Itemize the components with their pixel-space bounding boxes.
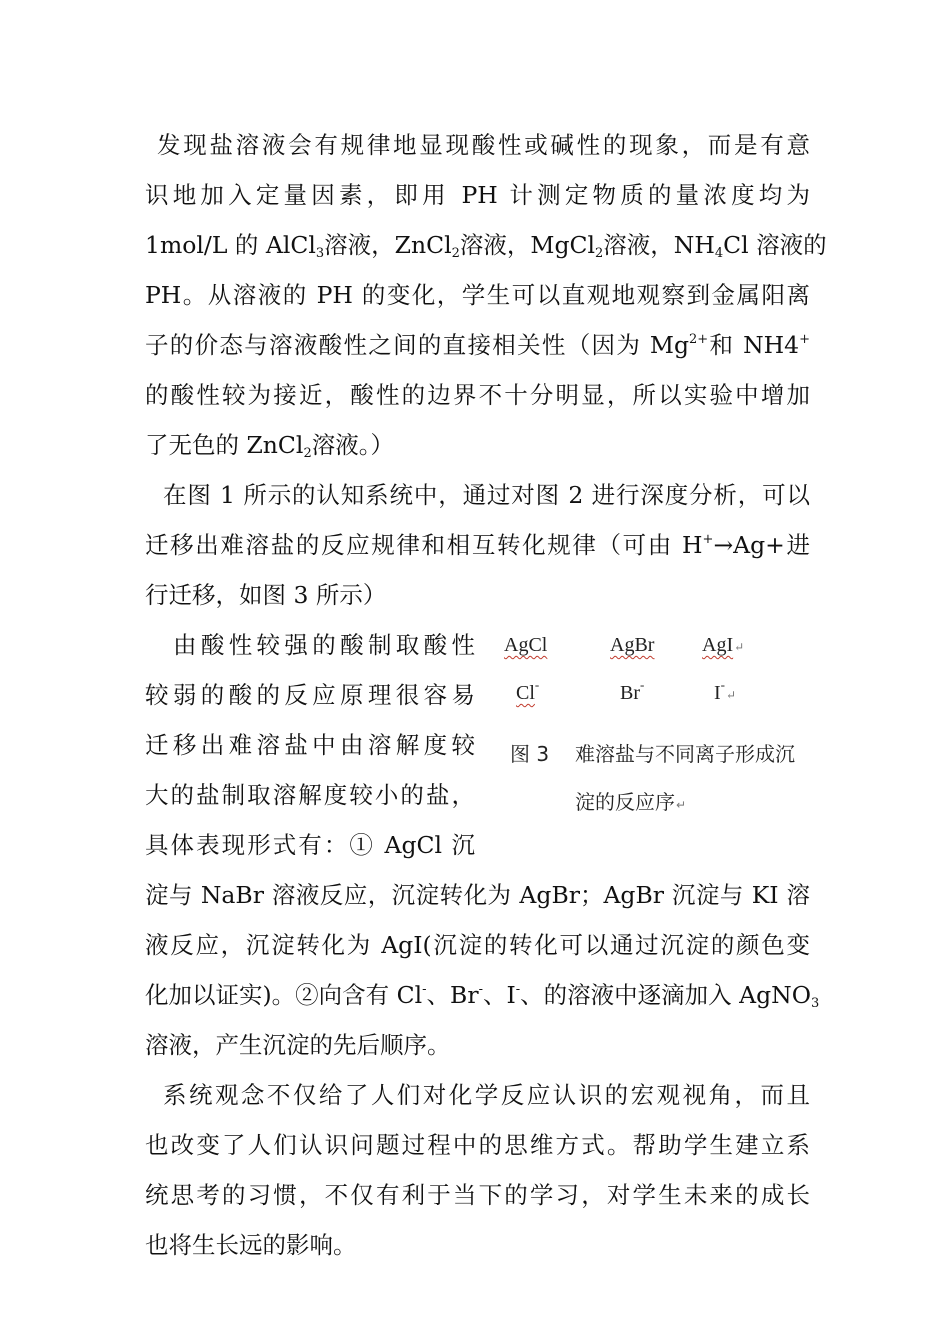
- text-line: 统思考的习惯，不仅有利于当下的学习，对学生未来的成长: [145, 1181, 810, 1209]
- text-line: 的酸性较为接近，酸性的边界不十分明显，所以实验中增加: [145, 381, 810, 409]
- text-line: 行迁移，如图 3 所示）: [145, 581, 387, 609]
- document-body: [145, 120, 827, 1270]
- text-line: 了无色的 ZnCl$_2$溶液。）: [145, 431, 394, 461]
- figure-label-br: Br-: [620, 677, 645, 704]
- paragraph-1: [145, 120, 827, 470]
- text-line: 系统观念不仅给了人们对化学反应认识的宏观视角，而且: [163, 1081, 810, 1109]
- text-line: PH。从溶液的 PH 的变化，学生可以直观地观察到金属阳离: [145, 281, 810, 309]
- text-line: 液反应，沉淀转化为 AgI(沉淀的转化可以通过沉淀的颜色变: [145, 931, 810, 959]
- return-mark-icon: ↵: [676, 798, 687, 812]
- return-mark-icon: ↵: [734, 640, 745, 654]
- paragraph-4: [145, 1070, 810, 1270]
- text-line: 迁移出难溶盐的反应规律和相互转化规律（可由 H+→Ag+进: [145, 531, 810, 559]
- figure-label-agi: AgI↵: [702, 634, 745, 656]
- text-line: 较弱的酸的反应原理很容易: [145, 681, 475, 709]
- text-line: 也将生长远的影响。: [145, 1231, 357, 1259]
- text-line: 子的价态与溶液酸性之间的直接相关性（因为 $Mg^{2+}$和 NH4+: [145, 331, 810, 359]
- figure-caption-line1: 难溶盐与不同离子形成沉: [575, 742, 795, 766]
- text-line: 发现盐溶液会有规律地显现酸性或碱性的现象，而是有意: [157, 131, 810, 159]
- text-line: 具体表现形式有：① AgCl 沉: [145, 831, 475, 859]
- paragraph-2: [145, 470, 810, 620]
- text-line: 溶液，产生沉淀的先后顺序。: [145, 1031, 451, 1059]
- text-line: 大的盐制取溶解度较小的盐，: [145, 781, 475, 809]
- figure-caption-label: 图 3: [510, 742, 550, 766]
- text-line: 迁移出难溶盐中由溶解度较: [145, 731, 475, 759]
- text-line: 1mol/L 的 AlCl$_3$溶液，ZnCl$_2$溶液，MgCl$_2$溶液，$NH_4Cl$ 溶液的: [145, 231, 827, 261]
- text-line: 识地加入定量因素，即用 PH 计测定物质的量浓度均为: [145, 181, 810, 209]
- figure-3: [500, 620, 830, 870]
- text-line: 也改变了人们认识问题过程中的思维方式。帮助学生建立系: [145, 1131, 810, 1159]
- text-line: 在图 1 所示的认知系统中，通过对图 2 进行深度分析，可以: [163, 481, 810, 509]
- figure-label-cl: Cl-: [516, 677, 540, 704]
- paragraph-3: [145, 620, 820, 1070]
- text-line: 淀与 NaBr 溶液反应，沉淀转化为 AgBr；AgBr 沉淀与 KI 溶: [145, 881, 810, 909]
- figure-label-agcl: AgCl: [504, 634, 548, 656]
- figure-label-i: I-↵: [714, 677, 737, 704]
- figure-caption-line2: 淀的反应序↵: [575, 790, 687, 814]
- return-mark-icon: ↵: [726, 688, 737, 702]
- figure-label-agbr: AgBr: [610, 634, 655, 656]
- text-line: 由酸性较强的酸制取酸性: [173, 631, 475, 659]
- text-line: 化加以证实)。②向含有 Cl-、Br-、I-、的溶液中逐滴加入 AgNO$_3$: [145, 981, 820, 1011]
